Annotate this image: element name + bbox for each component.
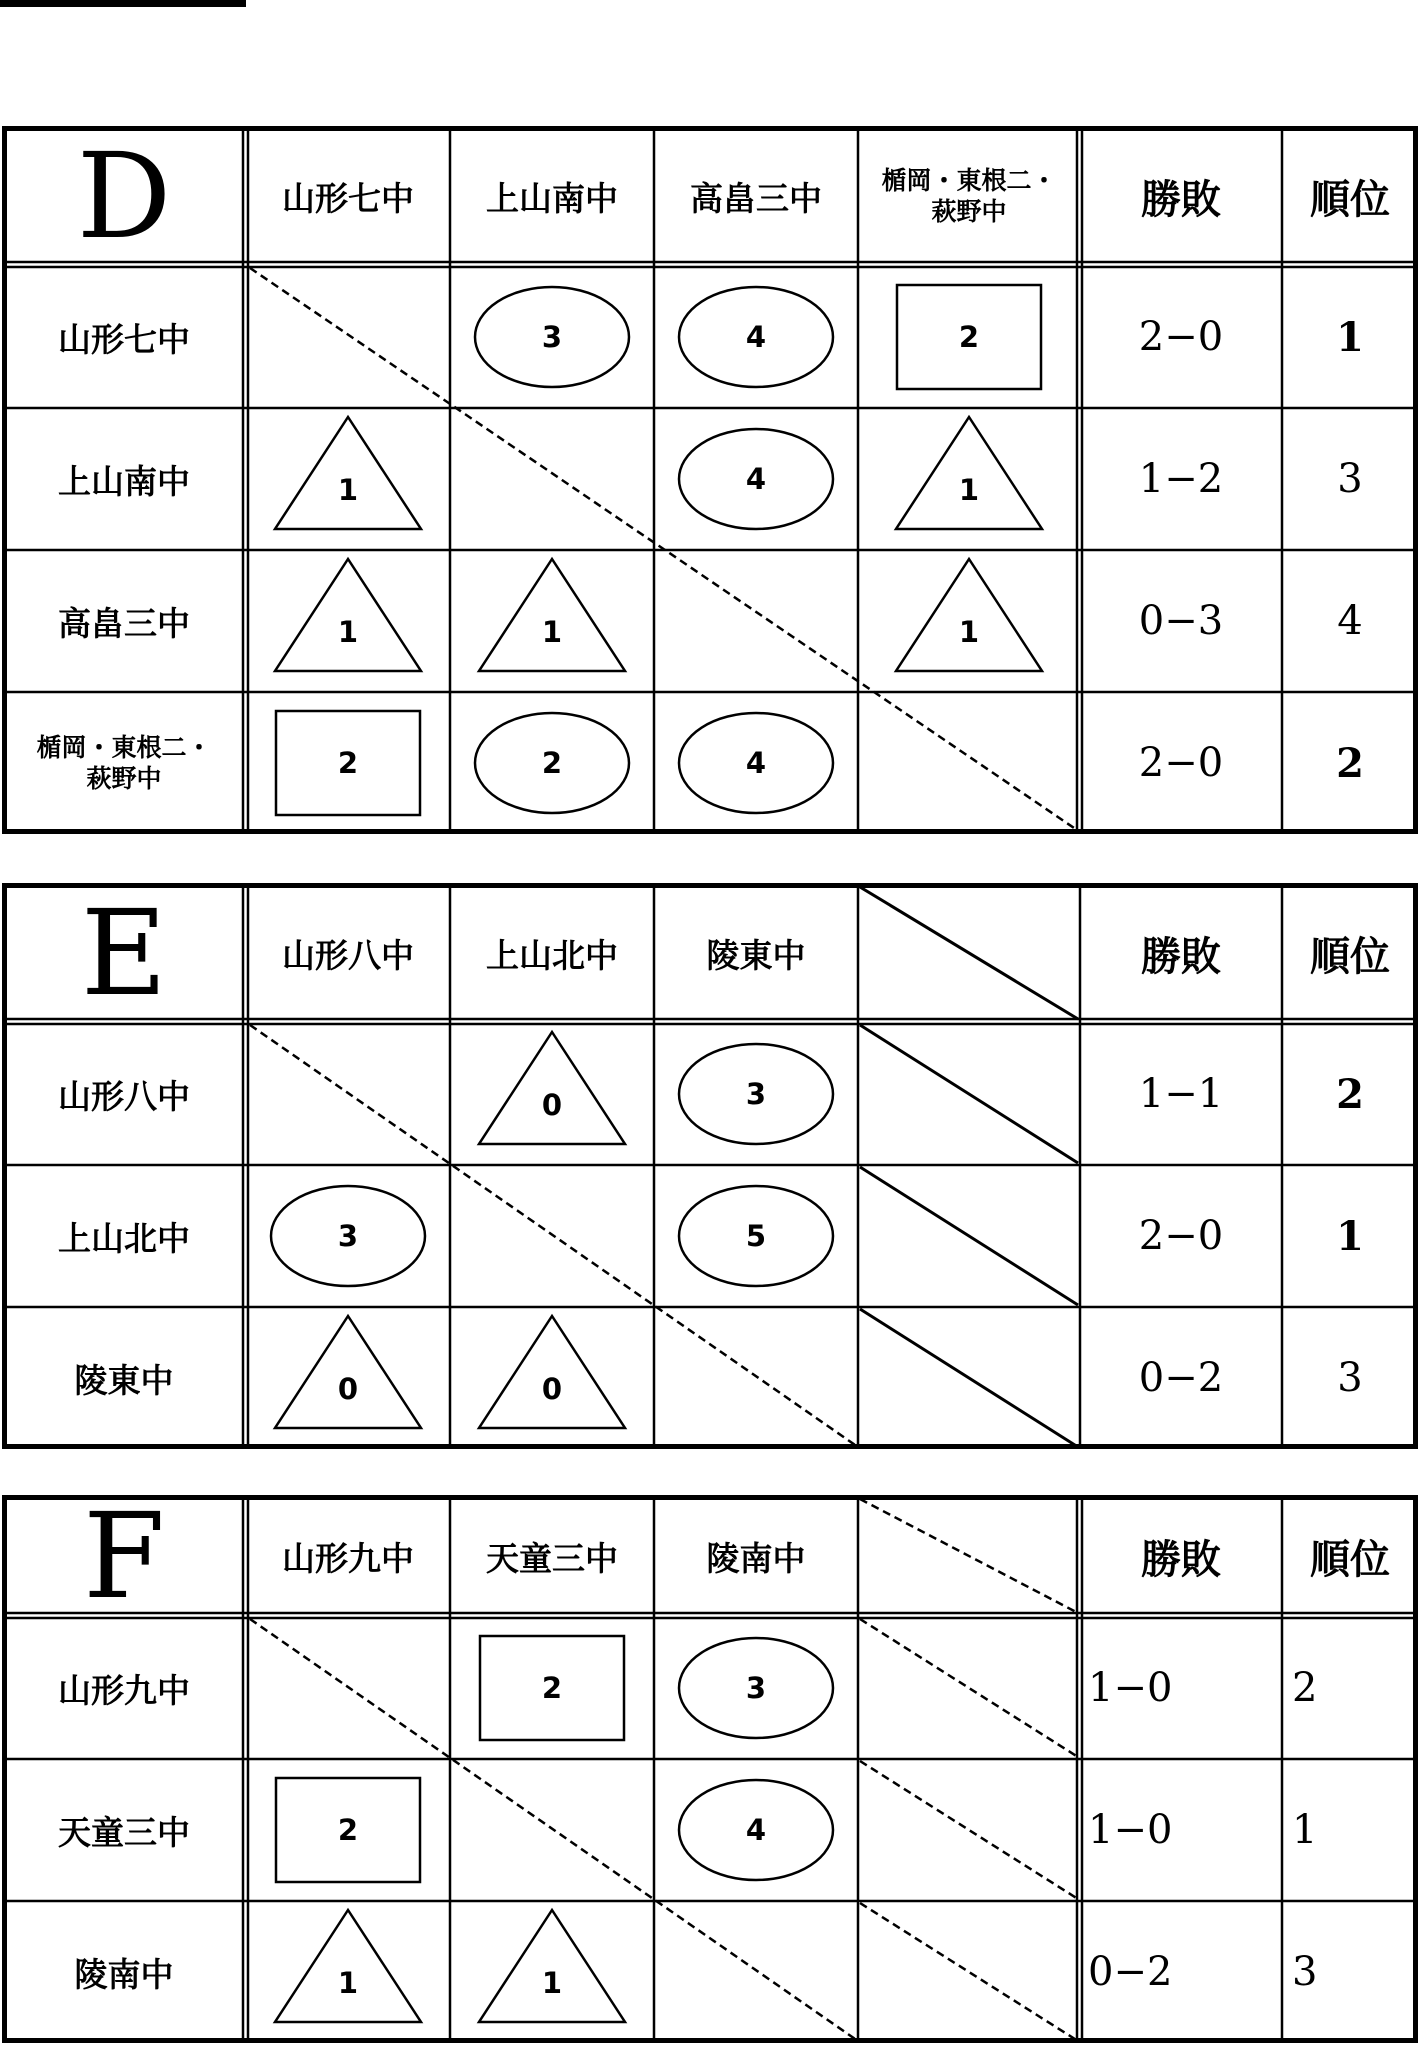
- unused-slot-slash: [860, 887, 1078, 1019]
- row-team-label: 上山南中: [58, 461, 190, 501]
- group-letter: F: [83, 1487, 165, 1625]
- rank-value: 3: [1292, 1949, 1318, 1995]
- column-team-header: 楯岡・東根二・ 萩野中: [881, 166, 1057, 226]
- column-team-header: 陵南中: [706, 1538, 806, 1578]
- win-loss-header: 勝敗: [1141, 1536, 1221, 1583]
- unused-slot-slash: [860, 1167, 1078, 1305]
- unused-slot-slash: [860, 1619, 1078, 1757]
- rank-value: 3: [1337, 1355, 1363, 1401]
- score-value: 4: [745, 462, 767, 496]
- score-value: 0: [337, 1372, 359, 1406]
- score-value: 1: [958, 615, 980, 649]
- top-decorative-bar: [0, 0, 246, 7]
- group-letter: E: [80, 884, 168, 1022]
- row-team-label: 楯岡・東根二・ 萩野中: [36, 733, 212, 793]
- row-team-label: 山形九中: [58, 1670, 190, 1710]
- score-value: 0: [541, 1088, 563, 1122]
- win-loss-value: 1−0: [1088, 1807, 1173, 1853]
- win-loss-value: 0−2: [1088, 1949, 1173, 1995]
- score-value: 5: [745, 1219, 767, 1253]
- row-team-label: 陵南中: [74, 1954, 174, 1994]
- score-value: 2: [541, 746, 563, 780]
- win-loss-value: 0−2: [1138, 1355, 1224, 1401]
- win-loss-value: 1−2: [1138, 456, 1224, 502]
- win-loss-value: 2−0: [1138, 740, 1224, 786]
- column-team-header: 山形八中: [282, 935, 414, 975]
- win-loss-value: 1−1: [1138, 1071, 1224, 1117]
- rank-value: 3: [1337, 456, 1363, 502]
- score-value: 3: [541, 320, 563, 354]
- win-loss-value: 0−3: [1138, 598, 1224, 644]
- rank-header: 順位: [1310, 1536, 1390, 1583]
- unused-slot-slash: [860, 1499, 1078, 1613]
- score-value: 2: [337, 1813, 359, 1847]
- score-value: 2: [958, 320, 980, 354]
- score-value: 1: [958, 473, 980, 507]
- row-team-label: 上山北中: [58, 1218, 190, 1258]
- score-value: 1: [541, 615, 563, 649]
- group-e-table: [2, 883, 1418, 1449]
- rank-value: 2: [1336, 739, 1364, 787]
- score-value: 3: [745, 1671, 767, 1705]
- score-value: 3: [337, 1219, 359, 1253]
- rank-value: 4: [1337, 598, 1363, 644]
- row-team-label: 高畠三中: [58, 603, 190, 643]
- group-d-table: [2, 126, 1418, 834]
- column-team-header: 上山南中: [486, 178, 618, 218]
- rank-header: 順位: [1310, 933, 1390, 980]
- unused-slot-slash: [860, 1761, 1078, 1899]
- column-team-header: 陵東中: [706, 935, 806, 975]
- row-team-label: 天童三中: [58, 1812, 190, 1852]
- column-team-header: 山形九中: [282, 1538, 414, 1578]
- row-team-label: 山形七中: [58, 319, 190, 359]
- rank-header: 順位: [1310, 176, 1390, 223]
- score-value: 2: [337, 746, 359, 780]
- score-value: 0: [541, 1372, 563, 1406]
- column-team-header: 天童三中: [486, 1538, 618, 1578]
- score-value: 2: [541, 1671, 563, 1705]
- group-letter: D: [76, 127, 172, 265]
- rank-value: 1: [1292, 1807, 1318, 1853]
- score-value: 1: [337, 615, 359, 649]
- score-value: 4: [745, 746, 767, 780]
- win-loss-value: 2−0: [1138, 1213, 1224, 1259]
- column-team-header: 山形七中: [282, 178, 414, 218]
- unused-slot-slash: [860, 1025, 1078, 1163]
- column-team-header: 上山北中: [486, 935, 618, 975]
- score-value: 1: [337, 1966, 359, 2000]
- row-team-label: 陵東中: [74, 1360, 174, 1400]
- score-value: 4: [745, 1813, 767, 1847]
- rank-value: 2: [1336, 1070, 1364, 1118]
- unused-slot-slash: [860, 1309, 1078, 1447]
- score-value: 4: [745, 320, 767, 354]
- score-value: 1: [541, 1966, 563, 2000]
- rank-value: 1: [1336, 313, 1364, 361]
- rank-value: 1: [1336, 1212, 1364, 1260]
- score-value: 3: [745, 1077, 767, 1111]
- row-team-label: 山形八中: [58, 1076, 190, 1116]
- rank-value: 2: [1292, 1665, 1318, 1711]
- win-loss-value: 1−0: [1088, 1665, 1173, 1711]
- unused-slot-slash: [860, 1903, 1078, 2041]
- win-loss-header: 勝敗: [1141, 176, 1221, 223]
- score-value: 1: [337, 473, 359, 507]
- column-team-header: 高畠三中: [690, 178, 822, 218]
- group-f-table: [2, 1487, 1418, 2043]
- win-loss-value: 2−0: [1138, 314, 1224, 360]
- win-loss-header: 勝敗: [1141, 933, 1221, 980]
